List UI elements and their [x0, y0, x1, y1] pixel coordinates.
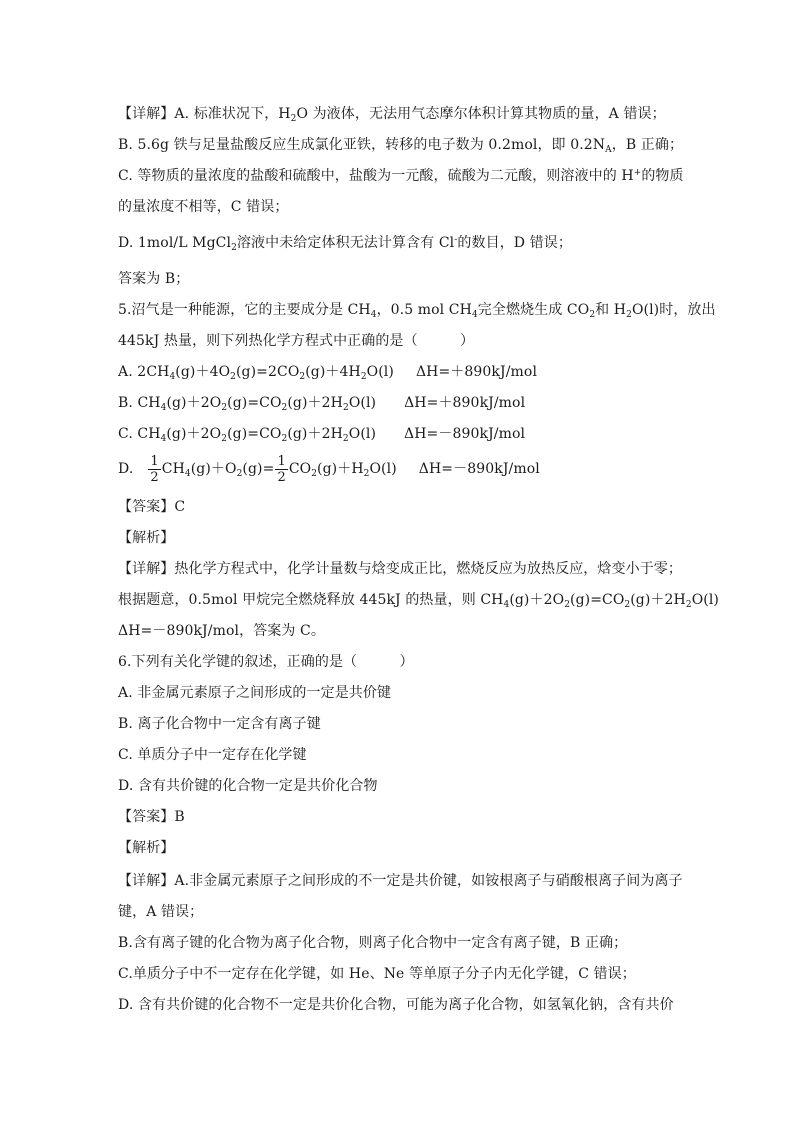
question-6-option-c: C. 单质分子中一定存在化学键 — [118, 747, 307, 763]
question-5-stem-cont: 445kJ 热量，则下列热化学方程式中正确的是（ ） — [118, 333, 475, 349]
option-b: B. $CH_4(g)+2O_2(g)=CO_2(g)+2H_2O(l)$ ΔH=＋890kJ/mol — [118, 395, 526, 413]
detail-line-c: C. 等物质的量浓度的盐酸和硫酸中，盐酸为一元酸，硫酸为二元酸，则溶液中的 H+的物质 — [118, 168, 684, 184]
detail-line-d: D. 1mol/L MgCl$_2$溶液中未给定体积无法计算含有 Cl-的数目，D 错误； — [118, 235, 572, 253]
detail-5-line-3: ΔH=－890kJ/mol，答案为 C。 — [118, 623, 325, 639]
answer-5: 【答案】C — [118, 499, 186, 515]
detail-line-b: B. 5.6g 铁与足量盐酸反应生成氯化亚铁，转移的电子数为 0.2mol，即 $0.2N_A$，B 正确； — [118, 137, 684, 155]
fraction-half: $\frac{1}{2}$ — [277, 453, 286, 485]
detail-5-line-2: 根据题意，0.5mol 甲烷完全燃烧释放 445kJ 的热量，则 $CH_4(g)+2O_2(g)=CO_2(g)+2H_2O(l)$ — [118, 592, 719, 610]
answer-line: 答案为 B； — [118, 271, 190, 287]
detail-line-c-cont: 的量浓度不相等，C 错误； — [118, 199, 289, 215]
option-c: C. $CH_4(g)+2O_2(g)=CO_2(g)+2H_2O(l)$ ΔH=－890kJ/mol — [118, 426, 526, 444]
option-a: A. $2CH_4(g)+4O_2(g)=2CO_2(g)+4H_2O(l)$ ΔH=＋890kJ/mol — [118, 364, 538, 382]
question-6-option-d: D. 含有共价键的化合物一定是共价化合物 — [118, 778, 378, 794]
fraction-half: $\frac{1}{2}$ — [150, 453, 159, 485]
question-6-option-b: B. 离子化合物中一定含有离子键 — [118, 716, 321, 732]
detail-6-line-4: C.单质分子中不一定存在化学键，如 He、Ne 等单原子分子内无化学键，C 错误； — [118, 966, 636, 982]
detail-6-line-5: D. 含有共价键的化合物不一定是共价化合物，可能为离子化合物，如氢氧化钠，含有共价 — [118, 997, 674, 1013]
question-6-option-a: A. 非金属元素原子之间形成的一定是共价键 — [118, 685, 392, 701]
question-5-stem: 5.沼气是一种能源，它的主要成分是 $CH_4$，0.5 mol $CH_4$完全燃烧生成 $CO_2$和 $H_2O(l)$时，放出 — [118, 302, 716, 320]
analysis-6-heading: 【解析】 — [118, 840, 175, 856]
answer-6: 【答案】B — [118, 809, 185, 825]
analysis-5-heading: 【解析】 — [118, 530, 175, 546]
detail-6-line-1: 【详解】A.非金属元素原子之间形成的不一定是共价键，如铵根离子与硝酸根离子间为离子 — [118, 873, 683, 889]
detail-6-line-3: B.含有离子键的化合物为离子化合物，则离子化合物中一定含有离子键，B 正确； — [118, 935, 628, 951]
option-d: D. $\frac{1}{2}$ $CH_4(g)+O_2(g)=$ $\frac{1}{2}$ $CO_2(g)+H_2O(l)$ ΔH=－890kJ/mol — [118, 453, 540, 485]
detail-5-line-1: 【详解】热化学方程式中，化学计量数与焓变成正比，燃烧反应为放热反应，焓变小于零； — [118, 561, 682, 577]
detail-line-a: 【详解】A. 标准状况下，$H_2O$ 为液体，无法用气态摩尔体积计算其物质的量，A 错误； — [118, 106, 666, 124]
detail-6-line-2: 键，A 错误； — [118, 904, 204, 920]
question-6-stem: 6.下列有关化学键的叙述，正确的是（ ） — [118, 654, 414, 670]
